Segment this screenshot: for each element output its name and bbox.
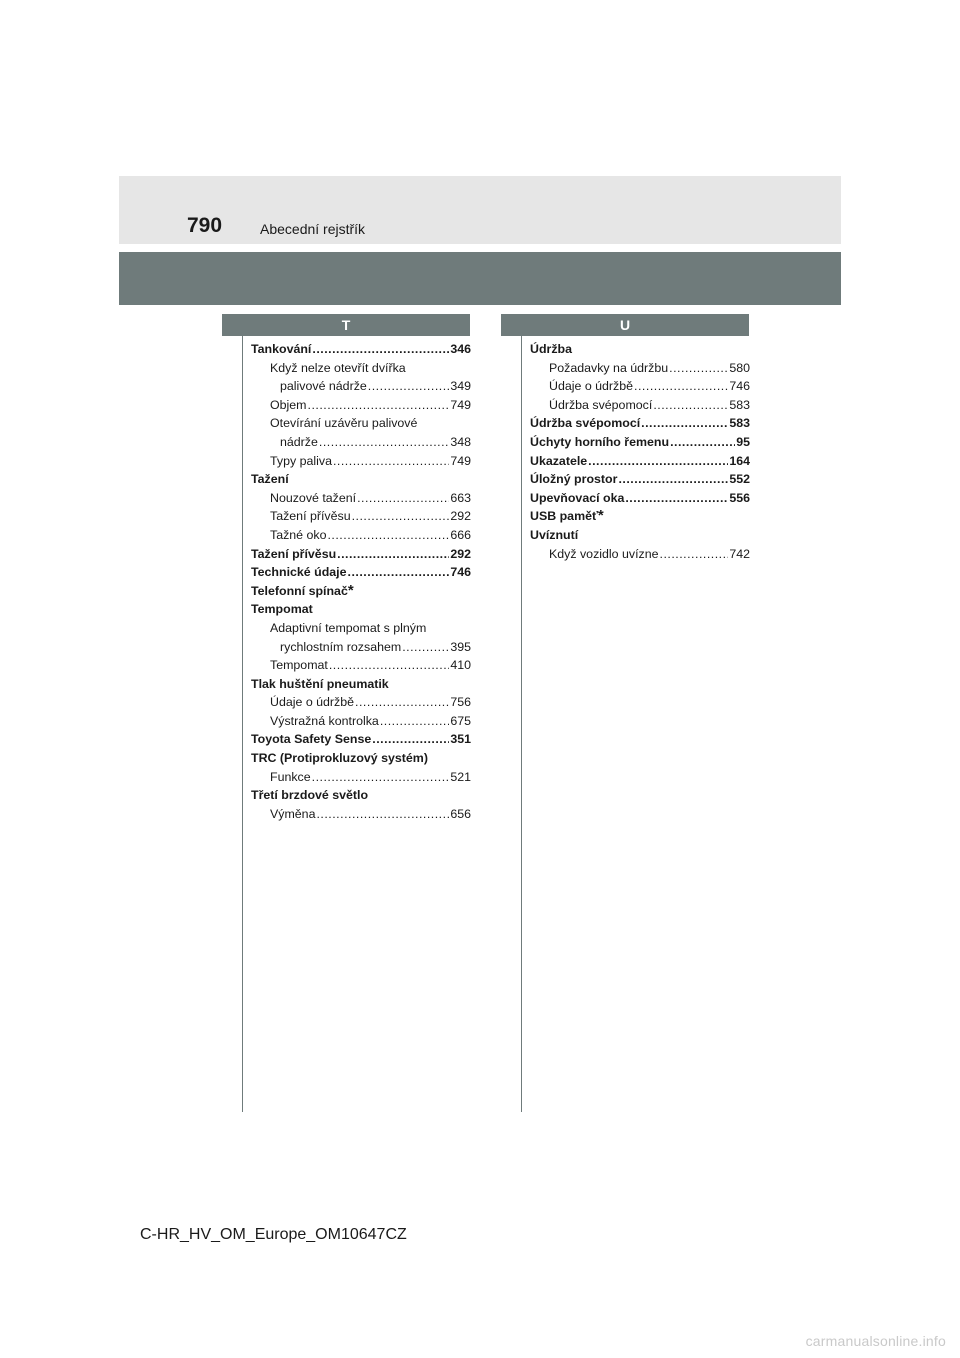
index-entry-page: 346 [450, 342, 471, 356]
index-entry [251, 712, 471, 731]
index-entry-page: 349 [450, 379, 471, 394]
index-entry [251, 619, 471, 638]
index-entry-term: Údržba svépomocí [549, 397, 653, 412]
index-entry [530, 340, 750, 359]
dot-leader [316, 805, 449, 824]
dot-leader [312, 768, 450, 787]
index-entry-page: 95 [736, 434, 750, 449]
index-entry-page: 583 [729, 416, 750, 431]
index-entry [251, 675, 471, 694]
index-entry: USB paměť * [530, 507, 604, 525]
index-entry [251, 414, 471, 433]
index-entry [530, 452, 750, 471]
index-entry-term: Tažení [251, 472, 289, 487]
index-entry-term: Objem [270, 397, 307, 412]
index-entry-page: 580 [729, 360, 750, 375]
index-entry [530, 396, 750, 415]
index-entry-term: Údržba [530, 342, 572, 356]
index-entry [530, 470, 750, 489]
dot-leader [625, 489, 728, 508]
index-entry [530, 545, 750, 564]
dot-leader [670, 433, 735, 452]
dot-leader [327, 526, 449, 545]
index-entry [251, 786, 471, 805]
index-entry [251, 768, 471, 787]
index-entry [251, 656, 471, 675]
index-entry-term: Funkce [270, 769, 311, 784]
dot-leader [329, 656, 449, 675]
index-entry [251, 545, 471, 564]
index-entry-term: nádrže [280, 434, 318, 449]
letter-header-u: U [501, 314, 749, 336]
dot-leader [402, 638, 449, 657]
index-entry-page: 749 [450, 397, 471, 412]
index-entry-term: Výstražná kontrolka [270, 713, 379, 728]
index-entry-term: Tažení přívěsu [270, 509, 351, 524]
index-entry [530, 414, 750, 433]
index-entry [530, 433, 750, 452]
index-column-u [530, 340, 750, 563]
page-title: Abecední rejstřík [260, 221, 366, 237]
index-entry-term: palivové nádrže [280, 379, 367, 394]
index-entry [251, 340, 471, 359]
index-entry-page: 410 [450, 658, 471, 673]
index-entry [251, 749, 471, 768]
index-entry-term: Tankování [251, 342, 312, 356]
index-entry-term: Údaje o údržbě [270, 695, 355, 710]
page-number: 790 [187, 214, 223, 237]
index-entry [251, 526, 471, 545]
index-entry-page: 164 [729, 453, 750, 468]
index-entry-term: TRC (Protiprokluzový systém) [251, 751, 428, 766]
column-divider-t [242, 336, 243, 1112]
dot-leader [319, 433, 449, 452]
index-entry-page: 348 [450, 434, 471, 449]
index-entry-page: 656 [450, 806, 471, 821]
header-gray-band [119, 252, 841, 305]
index-entry-page: 663 [450, 490, 471, 505]
index-entry-term: rychlostním rozsahem [280, 639, 402, 654]
index-entry-term: Typy paliva [270, 453, 332, 468]
index-entry [530, 359, 750, 378]
index-entry-term: Adaptivní tempomat s plným [270, 620, 427, 635]
index-entry [251, 359, 471, 378]
dot-leader [348, 563, 450, 582]
index-entry-term: Tlak huštění pneumatik [251, 676, 389, 691]
index-entry-term: Když vozidlo uvízne [549, 546, 659, 561]
index-entry [251, 377, 471, 396]
dot-leader [669, 359, 728, 378]
index-column-t [251, 340, 471, 823]
dot-leader [618, 470, 728, 489]
index-entry-term: Tempomat [270, 658, 328, 673]
index-entry [251, 489, 471, 508]
index-entry-page: 583 [729, 397, 750, 412]
index-entry-term: Telefonní spínač [251, 583, 348, 598]
index-entry [251, 507, 471, 526]
index-entry-term: Požadavky na údržbu [549, 360, 669, 375]
dot-leader [352, 507, 450, 526]
index-entry-term: Technické údaje [251, 565, 347, 580]
dot-leader [368, 377, 450, 396]
index-entry-page: 746 [450, 565, 471, 580]
index-entry-page: 552 [729, 472, 750, 487]
index-entry-term: Úchyty horního řemenu [530, 434, 670, 449]
index-entry [251, 600, 471, 619]
index-entry-term: Tažení přívěsu [251, 546, 337, 561]
watermark: carmanualsonline.info [805, 1333, 946, 1349]
index-entry-term: Toyota Safety Sense [251, 732, 372, 747]
letter-header-t: T [222, 314, 470, 336]
header-bar [119, 176, 841, 244]
index-entry-term: Tažné oko [270, 527, 327, 542]
index-entry [530, 526, 750, 545]
dot-leader [308, 396, 450, 415]
dot-leader [357, 489, 449, 508]
index-entry [251, 433, 471, 452]
dot-leader [337, 545, 449, 564]
index-entry-term: Upevňovací oka [530, 490, 625, 505]
dot-leader [634, 377, 728, 396]
dot-leader [312, 340, 449, 359]
index-entry-term: Uvíznutí [530, 527, 579, 542]
dot-leader [588, 452, 728, 471]
index-entry [530, 489, 750, 508]
index-entry [530, 377, 750, 396]
index-entry [251, 396, 471, 415]
index-entry-page: 521 [450, 769, 471, 784]
index-entry-term: Údaje o údržbě [549, 379, 634, 394]
index-entry-term: Nouzové tažení [270, 490, 357, 505]
index-entry-page: 351 [450, 732, 471, 747]
index-entry-page: 742 [729, 546, 750, 561]
index-entry: Telefonní spínač * [251, 581, 354, 599]
index-entry-term: Otevírání uzávěru palivové [270, 416, 418, 431]
dot-leader [372, 730, 449, 749]
index-entry-page: 292 [450, 509, 471, 524]
index-entry-page: 666 [450, 527, 471, 542]
index-entry-term: Údržba svépomocí [530, 416, 641, 431]
index-entry-term: Třetí brzdové světlo [251, 788, 369, 803]
dot-leader [641, 414, 728, 433]
index-entry-page: 395 [450, 639, 471, 654]
index-entry [251, 452, 471, 471]
index-entry-page: 556 [729, 490, 750, 505]
index-entry [251, 638, 471, 657]
dot-leader [660, 545, 729, 564]
index-entry-page: 675 [450, 713, 471, 728]
index-entry-term: Když nelze otevřít dvířka [270, 360, 406, 375]
index-entry [251, 805, 471, 824]
index-entry-page: 756 [450, 695, 471, 710]
dot-leader [355, 693, 449, 712]
index-entry [251, 693, 471, 712]
index-entry-term: Úložný prostor [530, 472, 618, 487]
dot-leader [653, 396, 728, 415]
index-entry-term: Tempomat [251, 602, 313, 617]
index-entry-term: Ukazatele [530, 453, 588, 468]
index-entry [251, 563, 471, 582]
dot-leader [333, 452, 449, 471]
dot-leader [380, 712, 450, 731]
index-entry-term: USB paměť [530, 509, 598, 524]
column-divider-u [521, 336, 522, 1112]
document-code: C-HR_HV_OM_Europe_OM10647CZ [140, 1226, 407, 1243]
index-entry-page: 746 [729, 379, 750, 394]
index-entry-term: Výměna [270, 806, 316, 821]
index-entry-page: 749 [450, 453, 471, 468]
index-entry-page: 292 [450, 546, 471, 561]
index-entry [251, 470, 471, 489]
index-entry [251, 730, 471, 749]
